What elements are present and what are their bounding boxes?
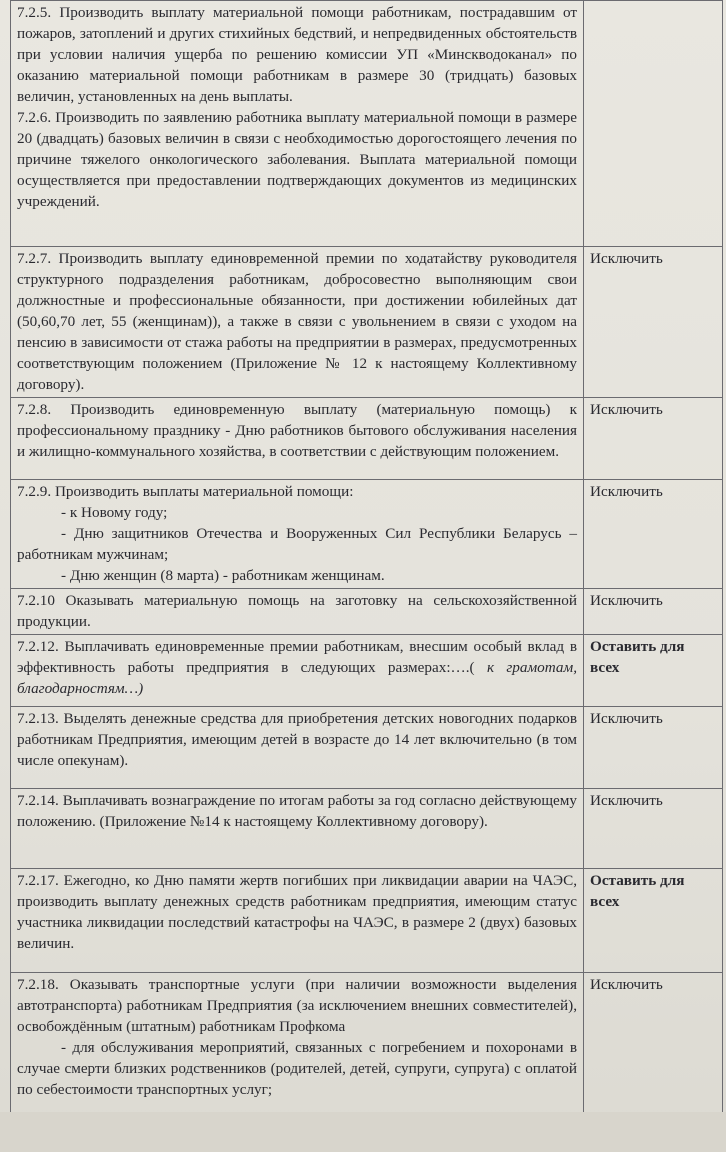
decision-cell: Исключить — [584, 707, 723, 789]
table-row — [11, 247, 723, 398]
clause-cell — [11, 398, 584, 480]
table-row — [11, 869, 723, 973]
clause-cell — [11, 1, 584, 247]
clause-cell — [11, 247, 584, 398]
list-item: - для обслуживания мероприятий, связанных с погребением и похоронами в случае смерти близких родственников (родителей, детей, супруги, супруга) с оплатой по себестоимости транспортных услуг; — [17, 1039, 577, 1098]
clause-cell — [11, 635, 584, 707]
decision-cell — [584, 1, 723, 247]
clause-text: 7.2.13. Выделять денежные средства для приобретения детских новогодних подарков работникам Предприятия, имеющим детей в возрасте до 14 лет включительно (в том числе опекунам). — [17, 710, 577, 769]
clause-text: 7.2.7. Производить выплату единовременной премии по ходатайству руководителя структурного подразделения работникам, добросовестно выполняющим свои должностные и профессиональные обязанности, при достижении юбилейных дат (50,60,70 лет, 55 (женщинам)), а также в связи с увольнением в связи с уходом на пенсию в зависимости от стажа работы на предприятии в размерах, предусмотренных соответствующим положением (Приложение № 12 к настоящему Коллективному договору). — [17, 250, 577, 393]
clause-cell — [11, 707, 584, 789]
agreement-table — [10, 0, 723, 1125]
clause-text-italic: к грамотам, благодарностям…) — [17, 659, 578, 697]
clause-cell — [11, 973, 584, 1125]
page-bottom-margin — [0, 1112, 726, 1152]
table-row — [11, 707, 723, 789]
clause-text: 7.2.5. Производить выплату материальной помощи работникам, пострадавшим от пожаров, затоплений и других стихийных бедствий, и непредвиденных обстоятельств при условии наличия ущерба по решению комиссии УП «Минскводоканал» по оказанию материальной помощи работникам в размере 30 (тридцать) базовых величин, установленных на день выплаты. — [17, 4, 577, 105]
clause-text: 7.2.10 Оказывать материальную помощь на заготовку на сельскохозяйственной продукции. — [17, 592, 577, 630]
clause-text: 7.2.18. Оказывать транспортные услуги (при наличии возможности выделения автотранспорта) работникам Предприятия (за исключением внешних совместителей), освобождённым (штатным) работникам Профкома — [17, 976, 577, 1035]
table-row — [11, 589, 723, 635]
clause-text-main: 7.2.12. Выплачивать единовременные премии работникам, внесшим особый вклад в эффективность работы предприятия в следующих размерах:….( — [17, 638, 577, 676]
clause-cell — [11, 789, 584, 869]
decision-cell: Оставить для всех — [584, 635, 723, 707]
table-row — [11, 1, 723, 247]
table-row — [11, 398, 723, 480]
clause-text: 7.2.9. Производить выплаты материальной помощи: — [17, 483, 354, 500]
decision-cell: Исключить — [584, 973, 723, 1125]
list-item: - Дню защитников Отечества и Вооруженных Сил Республики Беларусь – работникам мужчинам; — [17, 525, 577, 563]
clause-text: 7.2.17. Ежегодно, ко Дню памяти жертв погибших при ликвидации аварии на ЧАЭС, производить выплату денежных средств работникам предприятия, имеющим статус участника ликвидации последствий катастрофы на ЧАЭС, в размере 2 (двух) базовых величин. — [17, 872, 577, 952]
decision-cell: Исключить — [584, 247, 723, 398]
clause-cell — [11, 480, 584, 589]
clause-text — [17, 636, 577, 699]
decision-cell: Исключить — [584, 480, 723, 589]
table-row — [11, 789, 723, 869]
decision-cell: Исключить — [584, 589, 723, 635]
list-item: - Дню женщин (8 марта) - работникам женщинам. — [61, 567, 385, 584]
clause-text: 7.2.14. Выплачивать вознаграждение по итогам работы за год согласно действующему положению. (Приложение №14 к настоящему Коллективному договору). — [17, 792, 577, 830]
clause-text: 7.2.6. Производить по заявлению работника выплату материальной помощи в размере 20 (двадцать) базовых величин в связи с необходимостью дорогостоящего лечения по причине тяжелого онкологического заболевания. Выплата материальной помощи осуществляется при предоставлении подтверждающих документов из медицинских учреждений. — [17, 109, 577, 210]
clause-cell — [11, 869, 584, 973]
table-row — [11, 635, 723, 707]
clause-cell — [11, 589, 584, 635]
table-row — [11, 973, 723, 1125]
clause-text: 7.2.8. Производить единовременную выплату (материальную помощь) к профессиональному празднику - Дню работников бытового обслуживания населения и жилищно-коммунального хозяйства, в соответствии с действующим положением. — [17, 401, 577, 460]
list-item: - к Новому году; — [61, 504, 168, 521]
table-row — [11, 480, 723, 589]
decision-cell: Оставить для всех — [584, 869, 723, 973]
decision-cell: Исключить — [584, 789, 723, 869]
decision-cell: Исключить — [584, 398, 723, 480]
